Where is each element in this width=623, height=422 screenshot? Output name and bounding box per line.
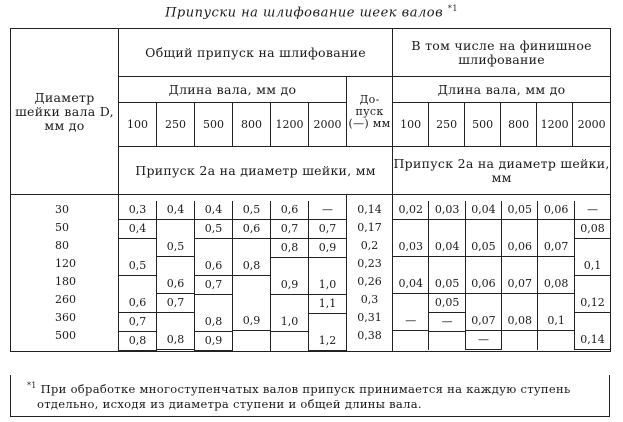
finish-value: 0,02 (393, 201, 428, 220)
general-value: 0,4 (119, 220, 156, 239)
finish-value (575, 239, 610, 257)
finish-column (502, 201, 538, 350)
tolerance-value: 0,14 (357, 203, 382, 216)
tolerance-value: 0,38 (357, 329, 382, 342)
tolerance-value: 0,26 (357, 275, 382, 288)
diameter-value: 50 (55, 221, 69, 234)
finish-value (538, 257, 573, 275)
finish-value: 0,04 (466, 201, 501, 220)
finish-column (575, 201, 610, 350)
general-value: 0,6 (271, 201, 308, 220)
finish-value: 0,06 (502, 238, 537, 257)
general-column (271, 201, 309, 351)
general-value (157, 313, 194, 331)
finish-value (393, 294, 428, 312)
general-column (233, 201, 271, 351)
length-col: 100 (393, 103, 429, 147)
length-col: 250 (429, 103, 465, 147)
finish-value (429, 220, 464, 238)
finish-value (429, 332, 464, 350)
general-value: 1,1 (309, 295, 346, 314)
finish-value: 0,08 (538, 275, 573, 294)
tolerance-value: 0,2 (360, 239, 379, 252)
general-value: 0,8 (233, 257, 270, 276)
finish-column (538, 201, 574, 350)
finish-value (466, 220, 501, 238)
general-value: 1,2 (309, 332, 346, 351)
general-value: 0,6 (233, 220, 270, 239)
general-value: 0,8 (157, 331, 194, 350)
general-value: 0,7 (271, 220, 308, 239)
footnote: $^{*1}$ При обработке многоступенчатых валов припуск принимается на каждую ступень отдельно, исходя из диаметра ступени и общей длины вала. (10, 375, 610, 417)
general-value (233, 331, 270, 349)
finish-value (575, 276, 610, 294)
finish-value (575, 313, 610, 331)
diameter-column (11, 195, 119, 352)
finish-value: — (466, 331, 501, 350)
general-value: 0,7 (195, 276, 232, 295)
general-value: 0,9 (271, 276, 308, 295)
length-col: 800 (233, 103, 271, 147)
finish-value (466, 257, 501, 275)
general-value: 0,3 (119, 201, 156, 220)
general-value: 0,9 (233, 312, 270, 331)
diameter-value: 180 (55, 275, 76, 288)
general-value: 0,8 (119, 332, 156, 351)
finish-value: 0,05 (502, 201, 537, 220)
general-value (233, 294, 270, 312)
general-value: 0,4 (157, 201, 194, 220)
finish-value: 0,08 (502, 312, 537, 331)
finish-value (393, 220, 428, 238)
diameter-value: 120 (55, 257, 76, 270)
general-value (195, 295, 232, 313)
general-value (119, 276, 156, 294)
general-value: 0,7 (309, 220, 346, 239)
finish-value (466, 294, 501, 312)
diameter-value: 30 (55, 203, 69, 216)
general-value: 0,8 (271, 239, 308, 258)
allowance-table (10, 28, 611, 352)
general-value: 0,5 (157, 238, 194, 257)
general-value (271, 295, 308, 313)
length-header-finish: Длина вала, мм до (393, 77, 611, 103)
general-column (157, 201, 195, 351)
allowance-header-finish: Припуск 2a на диаметр шейки, мм (393, 147, 611, 195)
finish-value: 0,1 (538, 312, 573, 331)
general-values (119, 195, 347, 352)
general-value (309, 258, 346, 276)
finish-value: 0,03 (393, 238, 428, 257)
length-col: 800 (501, 103, 537, 147)
general-value: 0,6 (157, 275, 194, 294)
general-value: 0,4 (195, 201, 232, 220)
diameter-value: 260 (55, 293, 76, 306)
finish-value: — (429, 313, 464, 332)
general-value: 0,6 (195, 257, 232, 276)
finish-column (393, 201, 429, 350)
diameter-value: 80 (55, 239, 69, 252)
general-value (119, 239, 156, 257)
tolerance-header: До- пуск (—) мм (347, 77, 393, 147)
general-allowance-header: Общий припуск на шлифование (119, 29, 393, 77)
length-col: 2000 (573, 103, 611, 147)
length-col: 1200 (271, 103, 309, 147)
finish-value: 0,06 (466, 275, 501, 294)
finish-value (502, 257, 537, 275)
finish-value: 0,08 (575, 220, 610, 239)
finish-value (393, 257, 428, 275)
finish-value: 0,1 (575, 257, 610, 276)
general-value (233, 239, 270, 257)
finish-value: 0,03 (429, 201, 464, 220)
finish-column (429, 201, 465, 350)
diameter-value: 500 (55, 329, 76, 342)
finish-allowance-header: В том числе на финишное шлифование (393, 29, 611, 77)
finish-value: — (575, 201, 610, 220)
finish-value (502, 331, 537, 349)
general-value (271, 258, 308, 276)
diameter-value: 360 (55, 311, 76, 324)
length-col: 2000 (309, 103, 347, 147)
finish-value: 0,05 (429, 294, 464, 313)
tolerance-value: 0,3 (360, 293, 379, 306)
finish-value: — (393, 312, 428, 331)
general-value: 1,0 (271, 313, 308, 332)
finish-value: 0,06 (538, 201, 573, 220)
general-value: 0,7 (119, 313, 156, 332)
general-value: 0,5 (119, 257, 156, 276)
general-value: 0,8 (195, 313, 232, 332)
length-col: 1200 (537, 103, 573, 147)
general-column (195, 201, 233, 351)
finish-value (502, 220, 537, 238)
general-value (195, 239, 232, 257)
general-value (271, 332, 308, 350)
allowance-header-general: Припуск 2a на диаметр шейки, мм (119, 147, 393, 195)
general-column (119, 201, 157, 351)
general-value: — (309, 201, 346, 220)
general-value: 0,6 (119, 294, 156, 313)
general-value: 1,0 (309, 276, 346, 295)
finish-value: 0,12 (575, 294, 610, 313)
length-col: 250 (157, 103, 195, 147)
general-value: 0,9 (309, 239, 346, 258)
length-header-general: Длина вала, мм до (119, 77, 347, 103)
general-column (309, 201, 346, 351)
general-value: 0,5 (195, 220, 232, 239)
general-value: 0,7 (157, 294, 194, 313)
finish-value: 0,05 (429, 275, 464, 294)
tolerance-column (347, 195, 393, 352)
tolerance-value: 0,23 (357, 257, 382, 270)
general-value: 0,5 (233, 201, 270, 220)
finish-value (538, 331, 573, 349)
finish-value (429, 257, 464, 275)
finish-column (466, 201, 502, 350)
finish-value (538, 220, 573, 238)
diameter-header: Диаметр шейки вала D, мм до (11, 29, 119, 195)
length-col: 500 (465, 103, 501, 147)
finish-value: 0,04 (393, 275, 428, 294)
general-value (233, 276, 270, 294)
finish-values (393, 195, 611, 352)
tolerance-value: 0,17 (357, 221, 382, 234)
finish-value: 0,07 (502, 275, 537, 294)
finish-value (393, 331, 428, 349)
length-col: 100 (119, 103, 157, 147)
length-col: 500 (195, 103, 233, 147)
finish-value: 0,07 (538, 238, 573, 257)
general-value (157, 220, 194, 238)
tolerance-value: 0,31 (357, 311, 382, 324)
general-value: 0,9 (195, 332, 232, 351)
general-value (309, 314, 346, 332)
finish-value: 0,05 (466, 238, 501, 257)
general-value (157, 257, 194, 275)
finish-value: 0,04 (429, 238, 464, 257)
finish-value (538, 294, 573, 312)
finish-value (502, 294, 537, 312)
table-title: Припуски на шлифование шеек валов $^{*1}$ (165, 4, 458, 21)
finish-value: 0,07 (466, 312, 501, 331)
finish-value: 0,14 (575, 331, 610, 350)
